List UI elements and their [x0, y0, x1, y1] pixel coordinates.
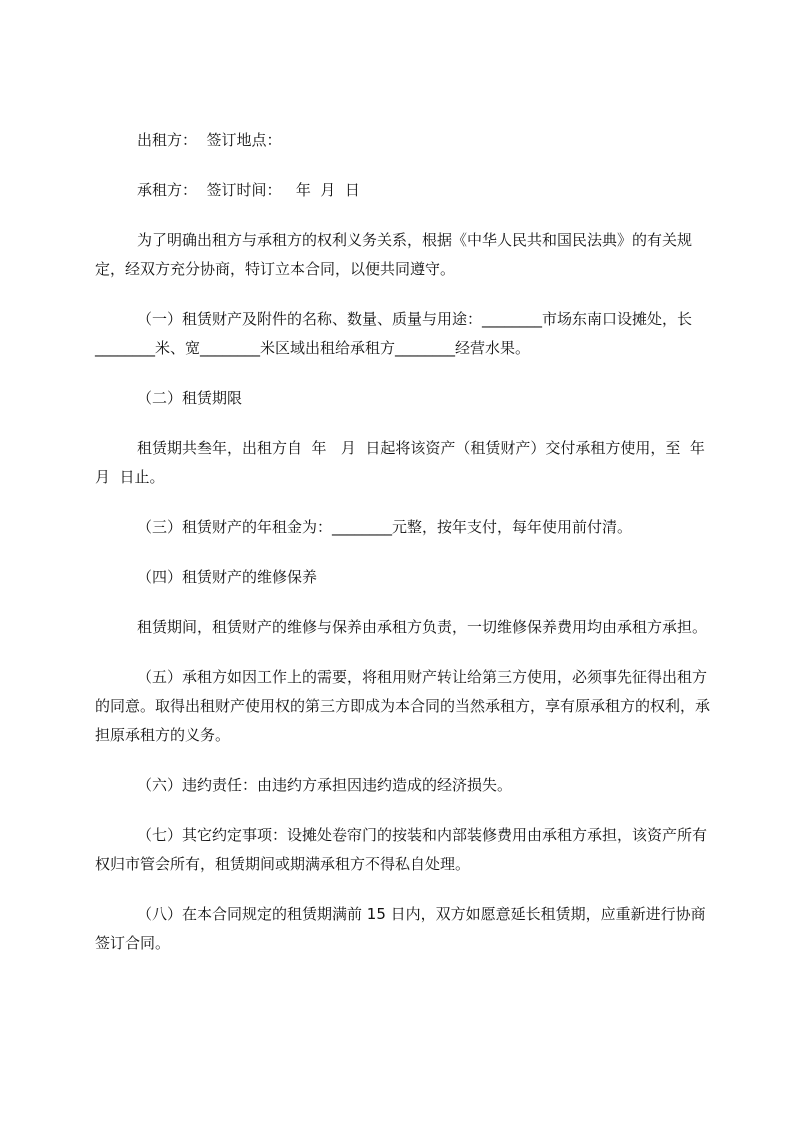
clause-2-heading: （二）租赁期限: [137, 389, 243, 407]
clause-8-paragraph: （八）在本合同规定的租赁期满前 15 日内，双方如愿意延长租赁期，应重新进行协商签订合同。: [95, 905, 706, 952]
clause-4-heading: （四）租赁财产的维修保养: [137, 568, 318, 586]
clause-5-paragraph: （五）承租方如因工作上的需要，将租用财产转让给第三方使用，必须事先征得出租方的同意。取得出租财产使用权的第三方即成为本合同的当然承租方，享有原承租方的权利，承担原承租方的义务。: [95, 668, 711, 744]
clause-3-paragraph: （三）租赁财产的年租金为：________元整，按年支付，每年使用前付清。: [137, 518, 633, 536]
contract-body: [95, 126, 715, 958]
lessor-signing-place-line: 出租方： 签订地点：: [137, 131, 282, 149]
clause-7-paragraph: （七）其它约定事项：设摊处卷帘门的按装和内部装修费用由承租方承担，该资产所有权归市管会所有，租赁期间或期满承租方不得私自处理。: [95, 826, 708, 873]
preamble-paragraph: 为了明确出租方与承租方的权利义务关系，根据《中华人民共和国民法典》的有关规定，经双方充分协商，特订立本合同，以便共同遵守。: [95, 231, 693, 278]
clause-6-paragraph: （六）违约责任：由违约方承担因违约造成的经济损失。: [137, 776, 513, 794]
lease-term-paragraph: 租赁期共叁年，出租方自 年 月 日起将该资产（租赁财产）交付承租方使用，至 年 月 日止。: [95, 439, 715, 486]
maintenance-paragraph: 租赁期间，租赁财产的维修与保养由承租方负责，一切维修保养费用均由承租方承担。: [137, 618, 708, 636]
clause-1-paragraph: （一）租赁财产及附件的名称、数量、质量与用途：________市场东南口设摊处，长________米、宽________米区域出租给承租方________经营水果。: [95, 310, 693, 357]
lessee-signing-time-line: 承租方： 签订时间： 年 月 日: [137, 181, 360, 199]
